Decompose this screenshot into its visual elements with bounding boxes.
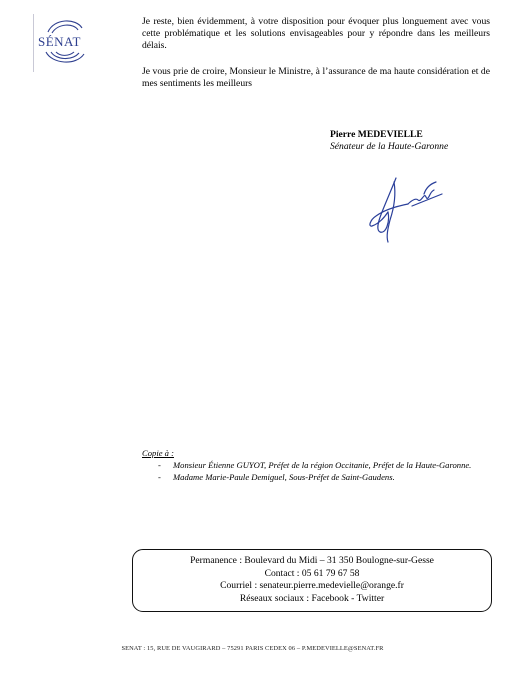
copy-recipient — [142, 472, 492, 483]
handwritten-signature — [364, 172, 446, 244]
permanence-address: Permanence : Boulevard du Midi – 31 350 Boulogne-sur-Gesse — [190, 555, 434, 566]
contact-box — [132, 549, 492, 612]
salutation-paragraph: Je vous prie de croire, Monsieur le Ministre, à l’assurance de ma haute considération et de mes sentiments les meilleurs — [142, 66, 490, 89]
signature-block — [330, 129, 448, 153]
signer-name: Pierre MEDEVIELLE — [330, 129, 423, 140]
list-dash: - — [158, 459, 161, 470]
social-networks: Réseaux sociaux : Facebook - Twitter — [239, 592, 385, 604]
closing-paragraph: Je reste, bien évidemment, à votre disposition pour évoquer plus longuement avec vous cette problématique et les solutions envisageables pour y répondre dans les meilleurs délais. — [142, 16, 490, 51]
senat-logo-text: SÉNAT — [38, 34, 81, 49]
contact-email: Courriel : senateur.pierre.medevielle@orange.fr — [220, 580, 404, 591]
footer-address: SENAT : 15, RUE DE VAUGIRARD – 75291 PARIS CEDEX 06 – P.MEDEVIELLE@SENAT.FR — [121, 645, 384, 652]
copy-recipient — [142, 460, 492, 471]
copy-recipient-text: Monsieur Étienne GUYOT, Préfet de la région Occitanie, Préfet de la Haute-Garonne. — [173, 459, 472, 470]
copy-recipient-text: Madame Marie-Paule Demiguel, Sous-Préfet de Saint-Gaudens. — [173, 472, 395, 482]
copies-section — [142, 448, 492, 485]
copies-list — [142, 460, 492, 483]
contact-phone: Contact : 05 61 79 67 58 — [264, 567, 360, 579]
copies-title: Copie à : — [142, 448, 174, 458]
list-dash: - — [158, 472, 161, 482]
signer-title: Sénateur de la Haute-Garonne — [330, 141, 449, 152]
senat-logo — [33, 14, 96, 72]
